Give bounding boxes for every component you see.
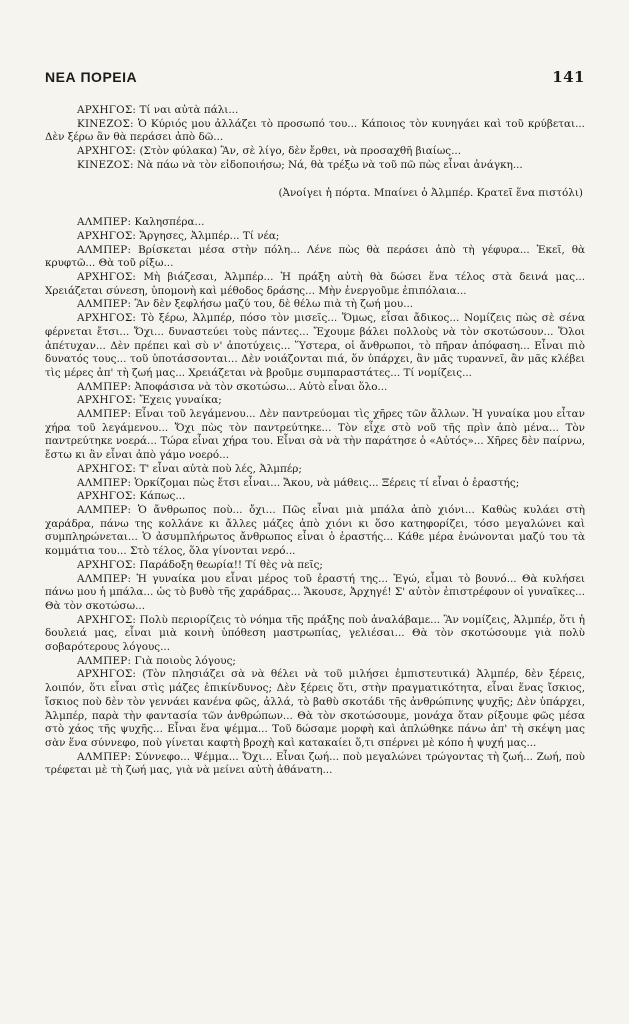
speech-text: Ὁ Κύριός μου ἀλλάζει τὸ προσωπό του... Κάποιος τὸν κυνηγάει καὶ τοῦ κρύβεται... Δὲν ξέρω ἂν θὰ περάσει ἀπὸ δῶ...	[45, 117, 585, 144]
speech-text: Νὰ πάω νὰ τὸν εἰδοποιήσω; Νά, θὰ τρέξω νὰ τοῦ πῶ πὼς εἶναι ἀνάγκη...	[137, 158, 523, 171]
dialogue-line	[45, 751, 585, 778]
speaker-name: ΑΛΜΠΕΡ:	[77, 298, 132, 311]
speech-text: Ἂν δὲν ξεφλήσω μαζύ του, δὲ θέλω πιὰ τὴ ζωή μου...	[134, 298, 414, 311]
dialogue-section-1	[45, 104, 585, 173]
dialogue-line	[45, 504, 585, 559]
dialogue-line	[45, 668, 585, 750]
speaker-name: ΑΡΧΗΓΟΣ:	[77, 668, 137, 681]
speech-text: Σύννεφο... Ψέμμα... Ὄχι... Εἶναι ζωή... ποὺ μεγαλώνει τρώγοντας τὴ ζωή... Ζωή, ποὺ τρέφεται μὲ τὴ ζωή μας, γιὰ νὰ μείνει αὐτὴ ἀθάνατη...	[45, 750, 585, 777]
speech-text: Ὁρκίζομαι πὼς ἔτσι εἶναι... Ἄκου, νὰ μάθεις... Ξέρεις τί εἶναι ὁ ἐραστής;	[134, 476, 520, 489]
speech-text: Τί ναι αὐτὰ πάλι...	[139, 104, 239, 116]
speaker-name: ΑΡΧΗΓΟΣ:	[77, 312, 137, 325]
speech-text: Κάπως...	[139, 490, 186, 503]
dialogue-line	[45, 244, 585, 271]
dialogue-line	[45, 230, 585, 244]
speaker-name: ΑΡΧΗΓΟΣ:	[77, 558, 137, 571]
dialogue-line	[45, 408, 585, 463]
speaker-name: ΑΡΧΗΓΟΣ:	[77, 145, 137, 158]
speech-text: Εἶναι τοῦ λεγάμενου... Δὲν παντρεύομαι τὶς χῆρες τῶν ἄλλων. Ἡ γυναίκα μου εἶταν χήρα τοῦ λεγάμενου... Ὄχι πὼς τὸν παντρεύτηκε... Τὸν εἶχε στὸ νοῦ τῆς πρὶν ἀπὸ μένα... Τὸν παντρεύτηκε νοερά... Τώρα εἶναι χήρα του. Εἶναι σὰ νὰ τὴν παράτησε ὁ «Αὐτός»... Χῆρες δὲν παίρνω, ἔστω κι ἂν εἶναι ἀπὸ γάμο νοερό...	[45, 408, 585, 462]
speech-text: Ἔχεις γυναίκα;	[139, 394, 222, 407]
speech-text: Μὴ βιάζεσαι, Ἀλμπέρ... Ἡ πράξη αὐτὴ θὰ δώσει ἕνα τέλος στὰ δεινά μας... Χρειάζεται σύνεση, ὑπομονὴ καὶ μέθοδος δράσης... Μὴν ἐνεργοῦμε ἐπιπόλαια...	[45, 271, 585, 297]
dialogue-line	[45, 145, 585, 159]
speaker-name: ΑΛΜΠΕΡ:	[77, 408, 132, 421]
dialogue-line	[45, 614, 585, 655]
speaker-name: ΑΡΧΗΓΟΣ:	[77, 613, 137, 626]
speech-text: (Τὸν πλησιάζει σὰ νὰ θέλει νὰ τοῦ μιλήσει ἐμπιστευτικά) Ἀλμπέρ, δὲν ξέρεις, λοιπόν, ὅτι εἶναι στὶς μάζες ἐπικίνδυνος; Δὲν ξέρεις ὅτι, στὴν πραγματικότητα, εἶναι ἕνας ἴσκιος, ἴσκιος ποὺ δὲν τὸν γεννάει κανένα φῶς, ἀλλά, τὸ βαθὺ σκοτάδι τῆς ἀνθρώπινης ψυχῆς; Δὲν ὑπάρχει, Ἀλμπέρ, παρὰ τὴν φαντασία τῶν ἀνθρώπων... Θὰ τὸν σκοτώσουμε, μονάχα ὅταν ρίξουμε φῶς μέσα στὸ χάος τῆς ψυχῆς... Εἶναι ἕνα ψέμμα... Τοῦ δώσαμε μορφὴ καὶ ἁπλώθηκε πάνω ἀπ' τὴ σκέψη μας σὰν ἕνα σύννεφο, ποὺ γίνεται καφτὴ βροχὴ καὶ κατακαίει ὅ,τι σπέρνει μὲ κόπο ἡ ψυχή μας...	[45, 668, 585, 749]
dialogue-line	[45, 463, 585, 477]
speech-text: Τὸ ξέρω, Ἀλμπέρ, πόσο τὸν μισεῖς... Ὅμως, εἶσαι ἄδικος... Νομίζεις πὼς σὲ σένα φέρνεται ἔτσι... Ὄχι... δυναστεύει τοὺς πάντες... Ἔχουμε βάλει πολλοὺς νὰ τὸν σκοτώσουν... Ὅλοι ἀπέτυχαν... Δὲν πρέπει καὶ σὺ ν' ἀποτύχεις... Ὕστερα, οἱ ἄνθρωποι, τὸ πῆραν ἀπόφαση... Εἶναι πιὸ δυνατός τους... τοῦ ὑποτάσσονται... Δὲν νοιάζονται πιά, ὅν ὑπάρχει, ἂν μᾶς τυραννεῖ, ἂν μᾶς κλέβει τὶς μέρες ἀπ' τὴ ζωή μας... Χρειάζεται νὰ βροῦμε συμπαραστάτες... Τί νομίζεις...	[45, 312, 585, 379]
dialogue-line	[45, 655, 585, 669]
dialogue-line	[45, 394, 585, 408]
speech-text: Πολὺ περιορίζεις τὸ νόημα τῆς πράξης ποὺ ἀναλάβαμε... Ἂν νομίζεις, Ἀλμπέρ, ὅτι ἡ δουλειά μας, εἶναι μιὰ κοινὴ ὑπόθεση μαστρωπίας, γελιέσαι... Θὰ τὸν σκοτώσουμε γιὰ πολὺ σοβαρότερους λόγους...	[45, 613, 585, 654]
speech-text: Τ' εἶναι αὐτὰ ποὺ λές, Ἀλμπέρ;	[139, 462, 302, 475]
page-number: 141	[552, 68, 585, 86]
stage-direction: (Ἀνοίγει ἡ πόρτα. Μπαίνει ὁ Ἀλμπέρ. Κρατεῖ ἕνα πιστόλι)	[278, 186, 583, 199]
speaker-name: ΑΛΜΠΕΡ:	[77, 572, 132, 585]
speaker-name: ΑΡΧΗΓΟΣ:	[77, 394, 137, 407]
dialogue-line	[45, 104, 585, 118]
speaker-name: ΚΙΝΕΖΟΣ:	[77, 158, 134, 171]
speaker-name: ΑΛΜΠΕΡ:	[77, 216, 132, 229]
speaker-name: ΑΡΧΗΓΟΣ:	[77, 104, 137, 116]
speaker-name: ΑΡΧΗΓΟΣ:	[77, 490, 137, 503]
speech-text: Ἀποφάσισα νὰ τὸν σκοτώσω... Αὐτὸ εἶναι ὅλο...	[134, 380, 388, 393]
speech-text: Ὁ ἄνθρωπος ποὺ... ὄχι... Πῶς εἶναι μιὰ μπάλα ἀπὸ χιόνι... Καθὼς κυλάει στὴ χαράδρα, πάνω της κολλάνε κι ἄλλες μάζες ἀπὸ χιόνι κι ὅσο κατηφορίζει, τόσο μεγαλώνει καὶ συμπληρώνεται... Ὁ ἀσυμπλήρωτος ἄνθρωπος εἶναι ὁ ἐραστής... Κάθε μέρα ἑνώνονται μαζύ του τὰ κομμάτια του... Στὸ τέλος, ὅλα γίνονται νερό...	[45, 503, 585, 558]
speaker-name: ΑΛΜΠΕΡ:	[77, 750, 132, 763]
dialogue-section-2	[45, 216, 585, 778]
speaker-name: ΑΛΜΠΕΡ:	[77, 380, 132, 393]
speaker-name: ΑΛΜΠΕΡ:	[77, 243, 132, 256]
dialogue-line	[45, 159, 585, 173]
speaker-name: ΑΡΧΗΓΟΣ:	[77, 271, 137, 284]
speech-text: Βρίσκεται μέσα στὴν πόλη... Λένε πὼς θὰ περάσει ἀπὸ τὴ γέφυρα... Ἐκεῖ, θὰ κρυφτῶ... Θὰ τοῦ ρίξω...	[45, 243, 585, 270]
speech-text: Ἄργησες, Ἀλμπέρ... Τί νέα;	[139, 229, 280, 242]
speech-text: Καλησπέρα...	[134, 216, 205, 229]
dialogue-line	[45, 216, 585, 230]
running-header	[45, 68, 585, 104]
dialogue-line	[45, 573, 585, 614]
dialogue-line	[45, 559, 585, 573]
dialogue-line	[45, 271, 585, 298]
speaker-name: ΑΡΧΗΓΟΣ:	[77, 229, 137, 242]
journal-title: ΝΕΑ ΠΟΡΕΙΑ	[45, 69, 138, 85]
dialogue-line	[45, 477, 585, 491]
speaker-name: ΑΛΜΠΕΡ:	[77, 476, 132, 489]
speaker-name: ΑΛΜΠΕΡ:	[77, 503, 132, 516]
speaker-name: ΑΛΜΠΕΡ:	[77, 654, 132, 667]
dialogue-line	[45, 298, 585, 312]
speech-text: (Στὸν φύλακα) Ἂν, σὲ λίγο, δὲν ἔρθει, νὰ προσαχθῆ βιαίως...	[139, 145, 462, 158]
speaker-name: ΚΙΝΕΖΟΣ:	[77, 117, 134, 130]
speaker-name: ΑΡΧΗΓΟΣ:	[77, 462, 137, 475]
dialogue-line	[45, 312, 585, 381]
dialogue-line	[45, 381, 585, 395]
speech-text: Γιὰ ποιοὺς λόγους;	[134, 654, 236, 667]
speech-text: Ἡ γυναίκα μου εἶναι μέρος τοῦ ἐραστή της... Ἐγώ, εἶμαι τὸ βουνό... Θὰ κυλήσει πάνω μου ἡ μπάλα... ὡς τὸ βυθὸ τῆς χαράδρας... Ἄκουσε, Ἀρχηγέ! Σ' αὐτὸν ἐπιστρέφουν οἱ γυναῖκες... Θὰ τὸν σκοτώσω...	[45, 572, 585, 612]
dialogue-line	[45, 118, 585, 145]
speech-text: Παράδοξη θεωρία!! Τί θὲς νὰ πεῖς;	[139, 558, 323, 571]
dialogue-line	[45, 490, 585, 504]
